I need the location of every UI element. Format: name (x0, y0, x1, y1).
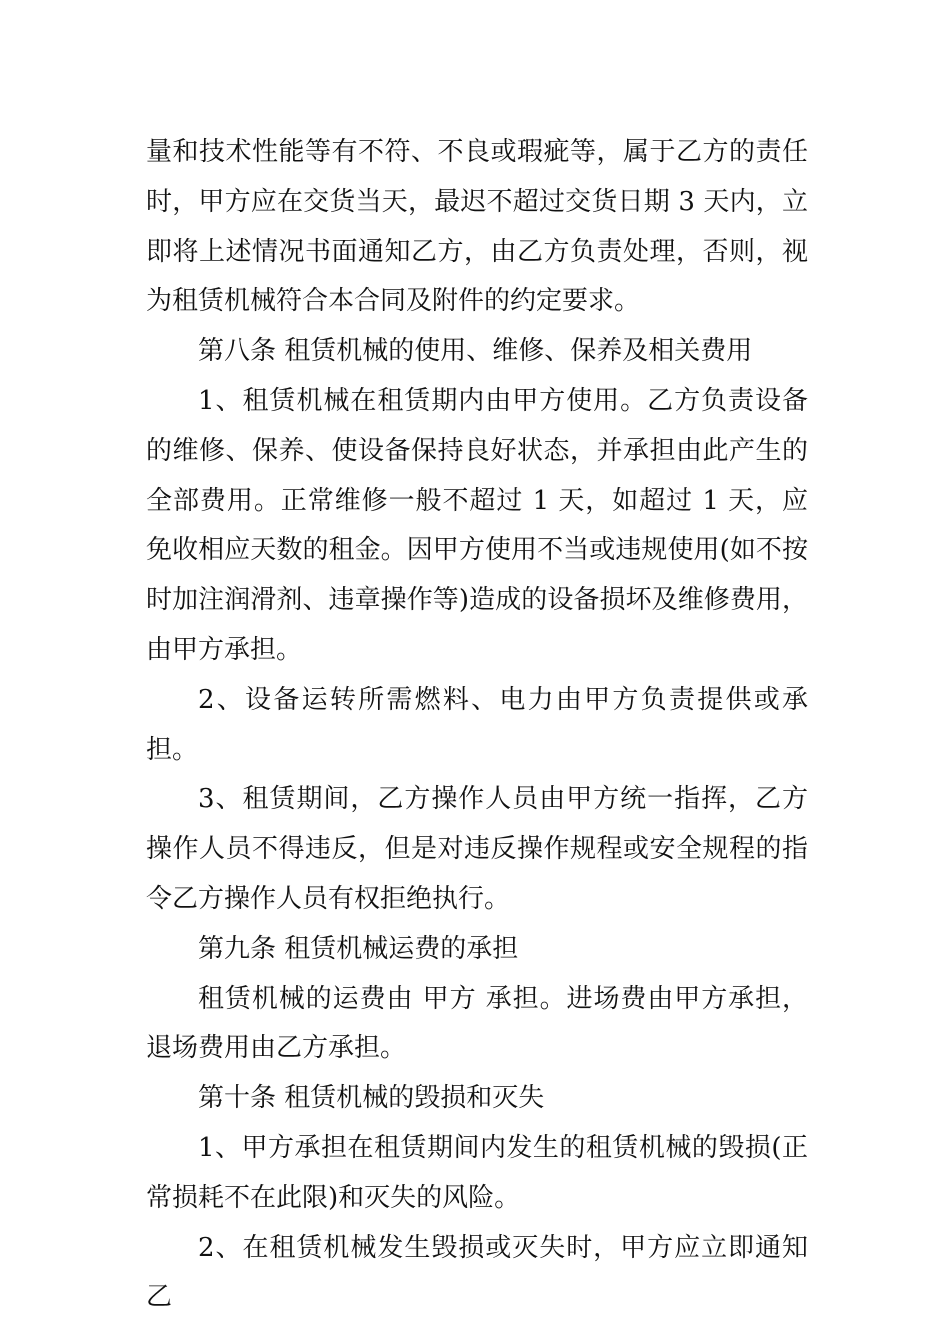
document-page (146, 128, 808, 1323)
paragraph-article-10-item-2: 2、在租赁机械发生毁损或灭失时，甲方应立即通知乙 (146, 1232, 808, 1313)
heading-article-9: 第九条 租赁机械运费的承担 (198, 933, 519, 964)
heading-article-8: 第八条 租赁机械的使用、维修、保养及相关费用 (198, 336, 753, 367)
paragraph-article-8-item-1: 1、租赁机械在租赁期内由甲方使用。乙方负责设备的维修、保养、使设备保持良好状态，并承担由此产生的全部费用。正常维修一般不超过 1 天，如超过 1 天，应免收相应天数的租金。因甲方使用不当或违规使用(如不按时加注润滑剂、违章操作等)造成的设备损坏及维修费用，由甲方承担。 (146, 385, 808, 665)
paragraph-article-9-body: 租赁机械的运费由 甲方 承担。进场费由甲方承担，退场费用由乙方承担。 (146, 983, 808, 1064)
heading-article-10: 第十条 租赁机械的毁损和灭失 (198, 1083, 545, 1114)
paragraph-article-10-item-1: 1、甲方承担在租赁期间内发生的租赁机械的毁损(正常损耗不在此限)和灭失的风险。 (146, 1132, 808, 1213)
paragraph-article-8-item-3: 3、租赁期间，乙方操作人员由甲方统一指挥，乙方操作人员不得违反，但是对违反操作规程或安全规程的指令乙方操作人员有权拒绝执行。 (146, 784, 808, 914)
paragraph-clause7-continuation: 量和技术性能等有不符、不良或瑕疵等，属于乙方的责任时，甲方应在交货当天，最迟不超过交货日期 3 天内，立即将上述情况书面通知乙方，由乙方负责处理，否则，视为租赁机械符合本合同及附件的约定要求。 (146, 137, 808, 317)
paragraph-article-8-item-2: 2、设备运转所需燃料、电力由甲方负责提供或承担。 (146, 684, 808, 765)
